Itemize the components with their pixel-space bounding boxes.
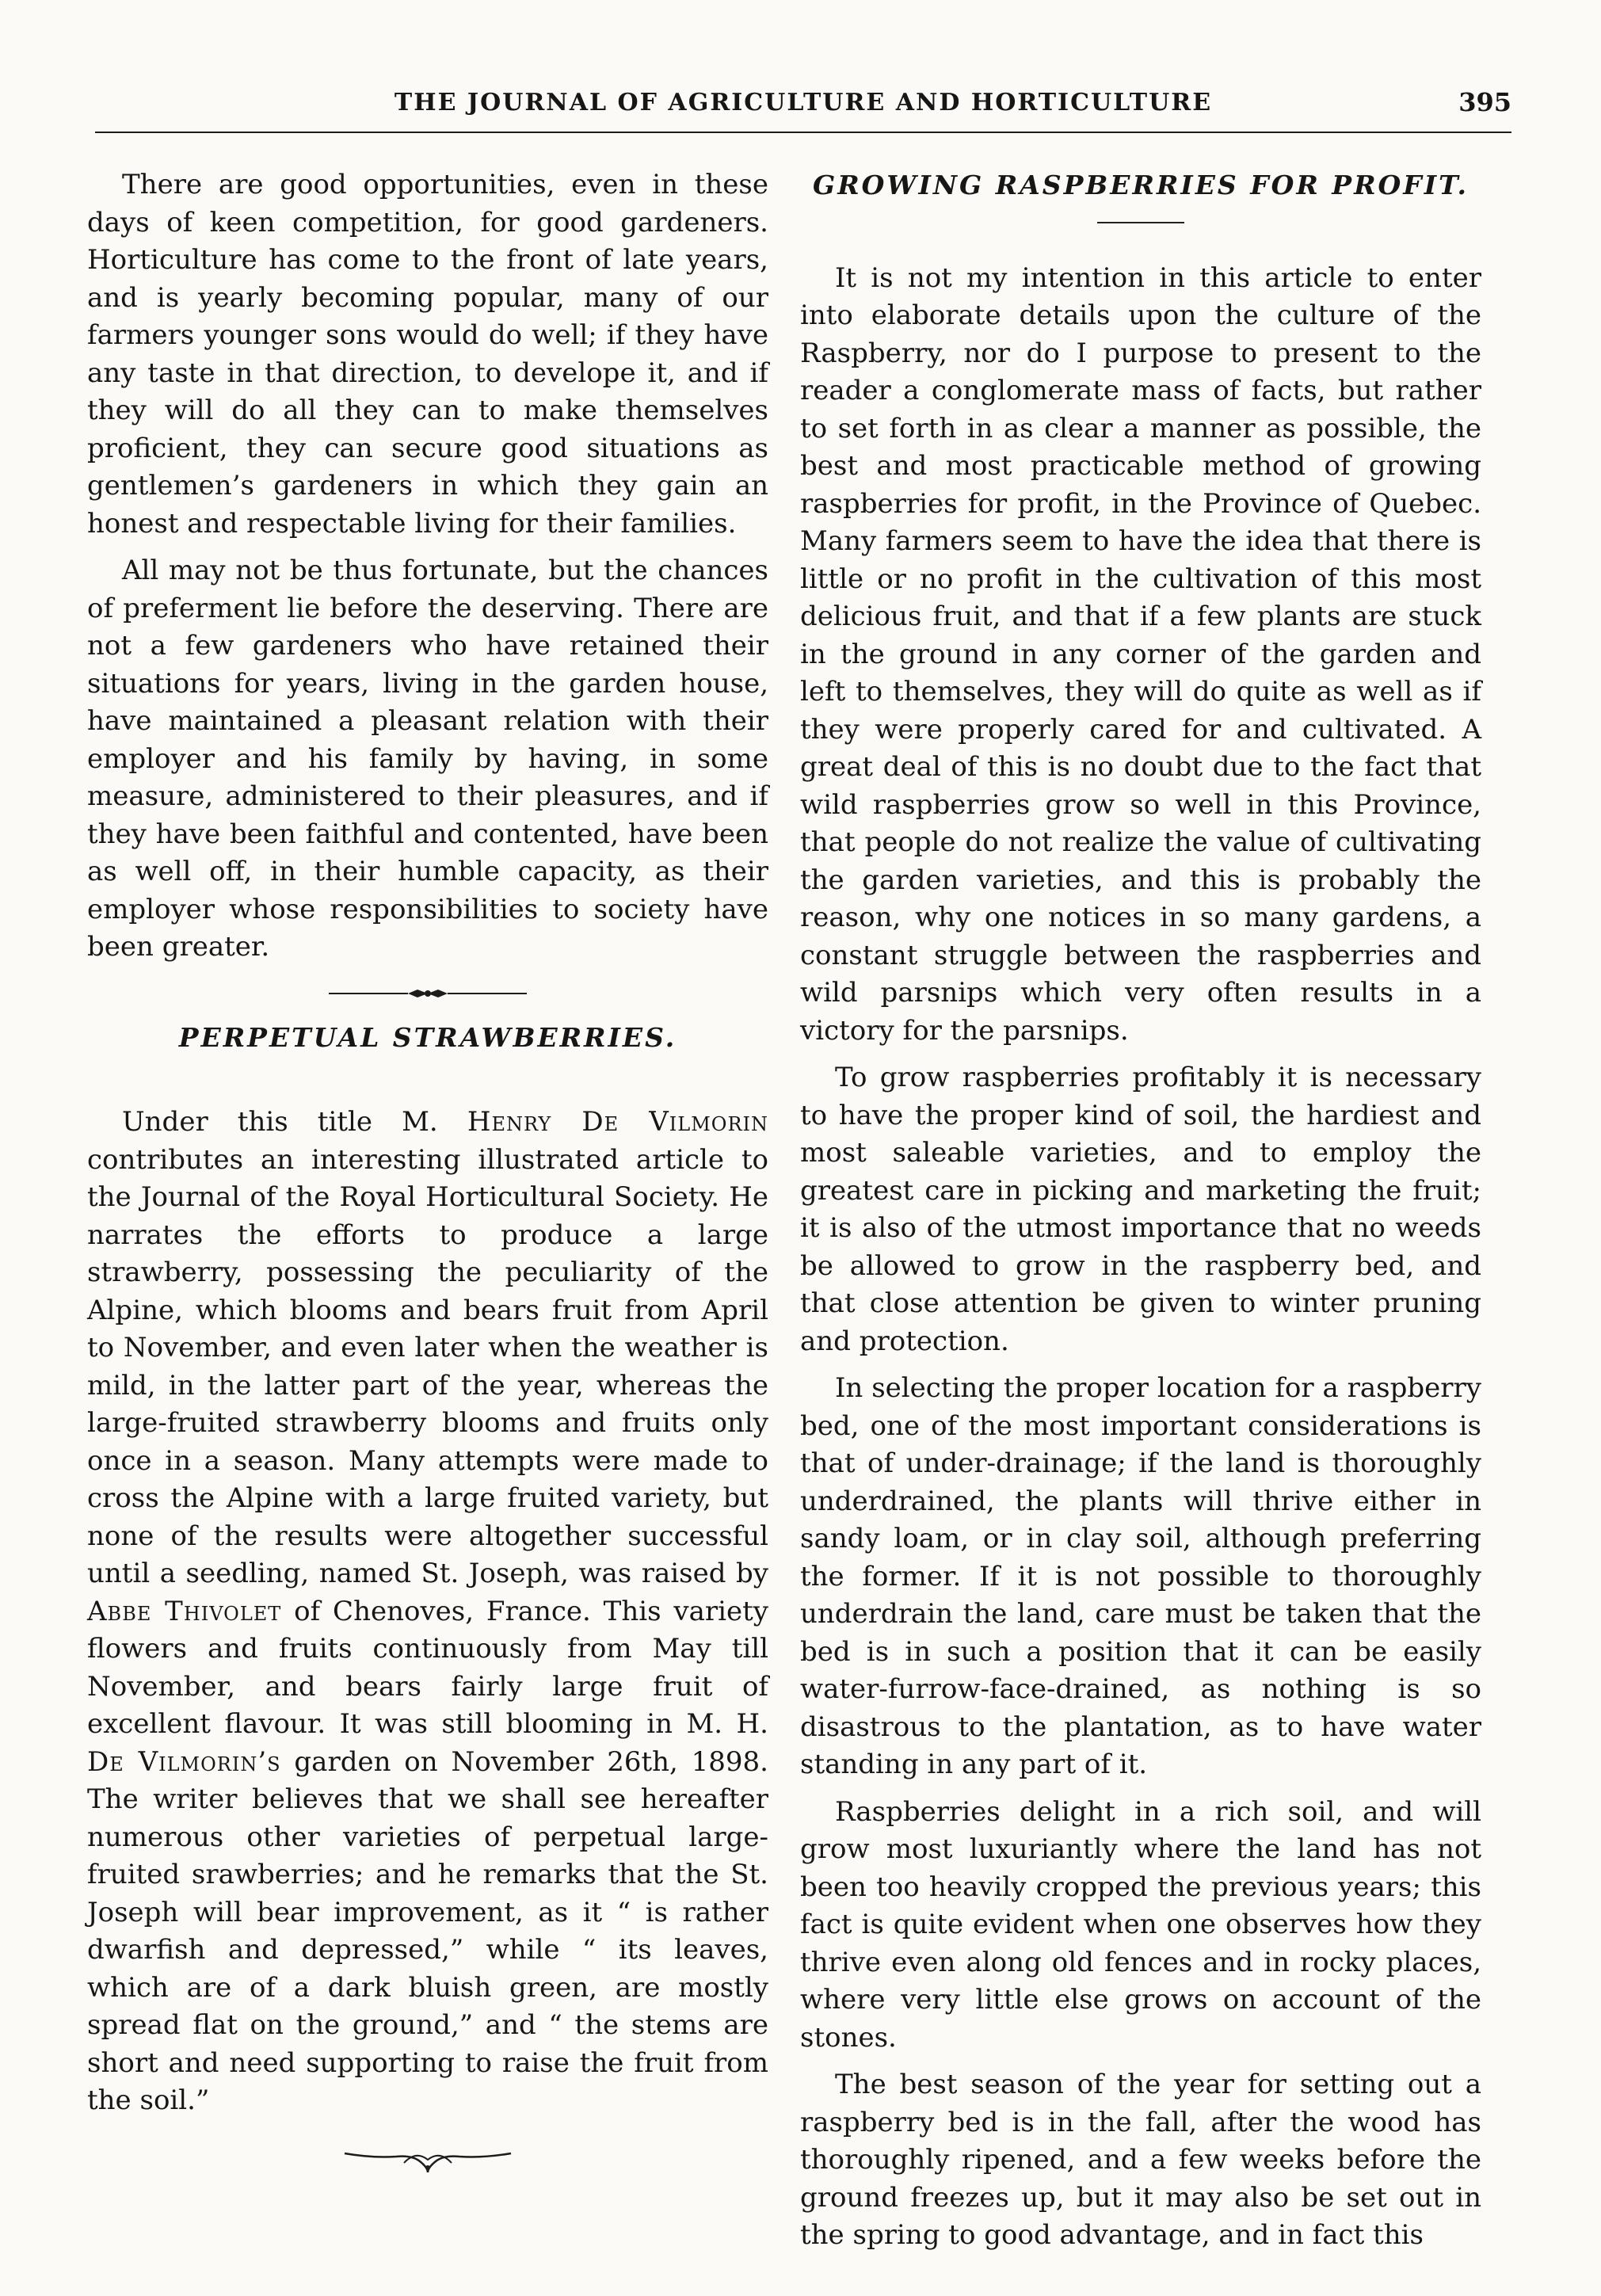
left-paragraph-1: There are good opportunities, even in these days of keen competition, for good gardeners. Horticulture has come to the front of late years, and is yearly becoming popular, many of our farmers younger sons would do well; if they have any taste in that direction, to develope it, and if they will do all they can to make themselves proficient, they can secure good situations as gentlemen’s gardeners in which they gain an honest and respectable living for their families. xyxy=(87,169,768,540)
right-paragraph-5: The best season of the year for setting out a raspberry bed is in the fall, after the wood has thoroughly ripened, and a few weeks before the ground freezes up, but it may also be set out in the spring to good advantage, and in fact this xyxy=(800,2069,1481,2251)
flourish-ornament-icon xyxy=(341,2144,515,2176)
page-number: 395 xyxy=(1458,87,1511,117)
text-run: of Chenoves, France. This variety flowers and fruits continuously from May till November, and bears fairly large fruit of excellent flavour. It was still blooming in M. H. xyxy=(87,1595,769,1740)
right-column xyxy=(800,166,1481,2264)
right-paragraph-2: To grow raspberries profitably it is necessary to have the proper kind of soil, the hardiest and most saleable varieties, and to employ the greatest care in picking and marketing the fruit; it is also of the utmost importance that no weeds be allowed to grow in the raspberry bed, and that close attention be given to winter pruning and protection. xyxy=(800,1062,1481,1357)
left-column xyxy=(87,166,768,2176)
section-heading-strawberries: PERPETUAL STRAWBERRIES. xyxy=(178,1021,677,1053)
person-name: Abbe Thivolet xyxy=(87,1595,282,1627)
header-rule xyxy=(95,132,1511,133)
text-run: Under this title M. xyxy=(122,1106,438,1138)
divider-ornament-icon xyxy=(329,987,527,1000)
right-paragraph-4: Raspberries delight in a rich soil, and will grow most luxuriantly where the land has not been too heavily cropped the previous years; this fact is quite evident when one observes how they thrive even along old fences and in rocky places, where very little else grows on account of the stones. xyxy=(800,1795,1481,2054)
left-paragraph-3 xyxy=(87,1104,768,2120)
left-paragraph-2: All may not be thus fortunate, but the chances of preferment lie before the deserving. There are not a few gardeners who have retained their situations for years, living in the garden house, have maintained a pleasant relation with their employer and his family by having, in some measure, administered to their pleasures, and if they have been faithful and contented, have been as well off, in their humble capacity, as their employer whose responsibilities to society have been greater. xyxy=(87,555,768,963)
right-paragraph-1: It is not my intention in this article to enter into elaborate details upon the culture of the Raspberry, nor do I purpose to present to the reader a conglomerate mass of facts, but rather to set forth in as clear a manner as possible, the best and most practicable method of growing raspberries for profit, in the Province of Quebec. Many farmers seem to have the idea that there is little or no profit in the cultivation of this most delicious fruit, and that if a few plants are stuck in the ground in any corner of the garden and left to themselves, they will do quite as well as if they were properly cared for and cultivated. A great deal of this is no doubt due to the fact that wild raspberries grow so well in this Province, that people do not realize the value of cultivating the garden varieties, and this is probably the reason, why one notices in so many gardens, a constant struggle between the raspberries and wild parsnips which very often results in a victory for the parsnips. xyxy=(800,261,1481,1047)
person-name: De Vilmorin’s xyxy=(87,1745,281,1778)
section-heading-raspberries: GROWING RASPBERRIES FOR PROFIT. xyxy=(813,170,1469,200)
text-run: garden on November 26th, 1898. The writer believes that we shall see hereafter numerous other varieties of perpetual large-fruited srawberries; and he remarks that the St. Joseph will bear improvement, as it “ is rather dwarfish and depressed,” while “ its leaves, which are of a dark bluish green, are mostly spread flat on the ground,” and “ the stems are short and need supporting to raise the fruit from the soil.” xyxy=(87,1745,768,2116)
page-header xyxy=(95,79,1511,135)
section-divider-ornament xyxy=(87,987,768,1000)
heading-rule xyxy=(1097,222,1184,223)
right-paragraph-3: In selecting the proper location for a raspberry bed, one of the most important considerations is that of under-drainage; if the land is thoroughly underdrained, the plants will thrive either in sandy loam, or in clay soil, although preferring the former. If it is not possible to thoroughly underdrain the land, care must be taken that the bed is in such a position that it can be easily water-furrow-face-drained, as nothing is so disastrous to the plantation, as to have water standing in any part of it. xyxy=(800,1372,1481,1780)
running-title: THE JOURNAL OF AGRICULTURE AND HORTICULTURE xyxy=(394,89,1213,116)
person-name: Henry De Vilmorin xyxy=(467,1106,769,1138)
text-run: contributes an interesting illustrated article to the Journal of the Royal Horticultural Society. He narrates the efforts to produce a large strawberry, possessing the peculiarity of the Alpine, which blooms and bears fruit from April to November, and even later when the weather is mild, in the latter part of the year, whereas the large-fruited strawberry blooms and fruits only once in a season. Many attempts were made to cross the Alpine with a large fruited variety, but none of the results were altogether successful until a seedling, named St. Joseph, was raised by xyxy=(87,1143,768,1589)
end-ornament xyxy=(87,2144,768,2176)
